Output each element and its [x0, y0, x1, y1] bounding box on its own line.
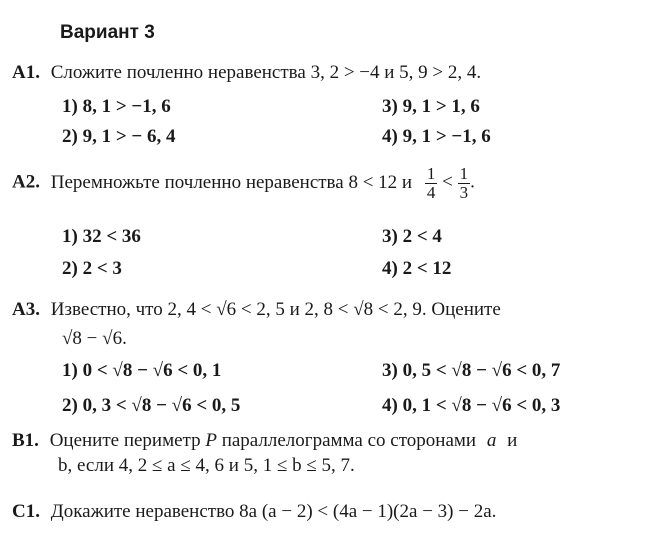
- task-c1: [12, 501, 496, 523]
- word-and: и: [507, 430, 518, 451]
- variable-p: P: [205, 430, 217, 451]
- fraction-one-third: [458, 165, 471, 202]
- task-a2: [12, 165, 475, 202]
- task-c1-number: С1.: [12, 501, 40, 522]
- task-c1-text: Докажите неравенство 8a (a − 2) < (4a − 1)(2a − 3) − 2a.: [50, 501, 497, 522]
- task-a3-option-1: 1) 0 < √8 − √6 < 0, 1: [62, 360, 222, 381]
- task-a2-number: А2.: [12, 171, 40, 193]
- task-b1: [12, 430, 517, 452]
- task-b1-text-line2: b, если 4, 2 ≤ a ≤ 4, 6 и 5, 1 ≤ b ≤ 5, 7.: [58, 455, 355, 476]
- task-a3-option-3: 3) 0, 5 < √8 − √6 < 0, 7: [382, 360, 561, 381]
- period: .: [470, 171, 475, 193]
- task-b1-number: В1.: [12, 430, 39, 451]
- fraction-numerator: 1: [459, 164, 469, 183]
- fraction-numerator: 1: [426, 164, 436, 183]
- task-b1-text-a: Оцените периметр: [49, 430, 201, 451]
- task-a3-text-line2: √8 − √6.: [62, 328, 127, 349]
- task-a1-option-1: 1) 8, 1 > −1, 6: [62, 96, 171, 117]
- task-a3-option-2: 2) 0, 3 < √8 − √6 < 0, 5: [62, 395, 241, 416]
- task-a3-number: А3.: [12, 299, 40, 320]
- task-a1-option-3: 3) 9, 1 > 1, 6: [382, 96, 480, 117]
- task-a2-text: Перемножьте почленно неравенства 8 < 12 и: [50, 171, 413, 193]
- task-a1-option-2: 2) 9, 1 > − 6, 4: [62, 126, 176, 147]
- task-a3-option-4: 4) 0, 1 < √8 − √6 < 0, 3: [382, 395, 561, 416]
- variable-a: a: [486, 430, 497, 451]
- task-a3: [12, 299, 501, 321]
- less-than-sign: <: [442, 171, 453, 193]
- task-a2-option-4: 4) 2 < 12: [382, 258, 452, 279]
- task-a3-text: Известно, что 2, 4 < √6 < 2, 5 и 2, 8 < √8 < 2, 9. Оцените: [50, 299, 501, 320]
- task-a2-option-2: 2) 2 < 3: [62, 258, 122, 279]
- task-a1: [12, 62, 481, 84]
- task-a1-number: А1.: [12, 62, 40, 83]
- fraction-one-quarter: [425, 165, 438, 202]
- task-a2-option-1: 1) 32 < 36: [62, 226, 141, 247]
- fraction-denominator: 3: [459, 182, 469, 202]
- task-a1-option-4: 4) 9, 1 > −1, 6: [382, 126, 491, 147]
- page-title: Вариант 3: [60, 22, 155, 43]
- fraction-denominator: 4: [426, 182, 436, 202]
- task-b1-text-b: параллелограмма со сторонами: [221, 430, 477, 451]
- task-a2-option-3: 3) 2 < 4: [382, 226, 442, 247]
- task-a1-text: Сложите почленно неравенства 3, 2 > −4 и 5, 9 > 2, 4.: [50, 62, 482, 83]
